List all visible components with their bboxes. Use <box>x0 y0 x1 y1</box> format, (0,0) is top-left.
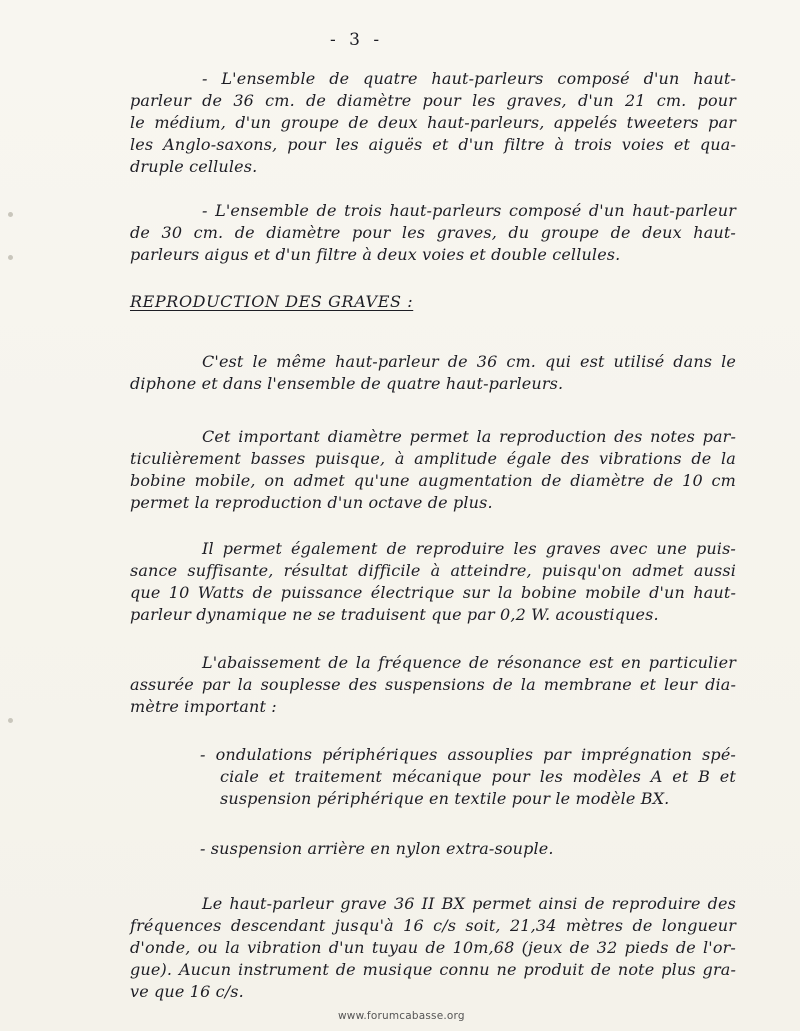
text-line: - L'ensemble de quatre haut-parleurs composé d'un haut- <box>202 69 736 88</box>
text-line: C'est le même haut-parleur de 36 cm. qui est utilisé dans le <box>202 352 736 371</box>
text-line: parleur de 36 cm. de diamètre pour les graves, d'un 21 cm. pour <box>130 91 736 110</box>
text-line: le médium, d'un groupe de deux haut-parleurs, appelés tweeters par <box>130 113 736 132</box>
text-line: druple cellules. <box>130 157 258 176</box>
text-line: que 10 Watts de puissance électrique sur la bobine mobile d'un haut- <box>130 583 736 602</box>
text-line: parleurs aigus et d'un filtre à deux voies et double cellules. <box>130 245 621 264</box>
text-line: de 30 cm. de diamètre pour les graves, du groupe de deux haut- <box>130 223 736 242</box>
page-number: - 3 - <box>330 30 384 50</box>
text-line: - suspension arrière en nylon extra-souple. <box>200 839 554 858</box>
text-line: mètre important : <box>130 697 277 716</box>
site-watermark: www.forumcabasse.org <box>338 1010 465 1022</box>
text-line: Cet important diamètre permet la reproduction des notes par- <box>202 427 736 446</box>
text-line: d'onde, ou la vibration d'un tuyau de 10m,68 (jeux de 32 pieds de l'or- <box>130 938 736 957</box>
paragraph-low-frequency <box>130 893 736 1003</box>
text-line: Le haut-parleur grave 36 II BX permet ainsi de reproduire des <box>202 894 736 913</box>
text-line: ve que 16 c/s. <box>130 982 244 1001</box>
text-line: ticulièrement basses puisque, à amplitude égale des vibrations de la <box>130 449 736 468</box>
paragraph-power <box>130 538 736 626</box>
text-line: diphone et dans l'ensemble de quatre haut-parleurs. <box>130 374 564 393</box>
text-line: permet la reproduction d'un octave de plus. <box>130 493 493 512</box>
paragraph-same-speaker <box>130 351 736 395</box>
text-line: gue). Aucun instrument de musique connu ne produit de note plus gra- <box>130 960 736 979</box>
text-line: - L'ensemble de trois haut-parleurs composé d'un haut-parleur <box>202 201 736 220</box>
section-heading: REPRODUCTION DES GRAVES : <box>130 292 414 311</box>
bullet-corrugations <box>200 744 736 810</box>
paragraph-three-speaker-set <box>130 200 736 266</box>
punch-hole-mark <box>8 255 13 260</box>
text-line: L'abaissement de la fréquence de résonance est en particulier <box>202 653 736 672</box>
punch-hole-mark <box>8 212 13 217</box>
paragraph-resonance <box>130 652 736 718</box>
bullet-rear-suspension <box>200 838 736 860</box>
text-line: sance suffisante, résultat difficile à atteindre, puisqu'on admet aussi <box>130 561 736 580</box>
paragraph-diameter <box>130 426 736 514</box>
text-line: assurée par la souplesse des suspensions de la membrane et leur dia- <box>130 675 736 694</box>
text-line: parleur dynamique ne se traduisent que par 0,2 W. acoustiques. <box>130 605 659 624</box>
text-line: bobine mobile, on admet qu'une augmentation de diamètre de 10 cm <box>130 471 736 490</box>
paragraph-four-speaker-set <box>130 68 736 178</box>
text-line: les Anglo-saxons, pour les aiguës et d'un filtre à trois voies et qua- <box>130 135 736 154</box>
text-line: - ondulations périphériques assouplies par imprégnation spé- <box>200 745 736 764</box>
punch-hole-mark <box>8 718 13 723</box>
text-line: ciale et traitement mécanique pour les modèles A et B et <box>220 767 736 786</box>
text-line: fréquences descendant jusqu'à 16 c/s soit, 21,34 mètres de longueur <box>130 916 736 935</box>
text-line: Il permet également de reproduire les graves avec une puis- <box>202 539 736 558</box>
text-line: suspension périphérique en textile pour le modèle BX. <box>220 789 670 808</box>
